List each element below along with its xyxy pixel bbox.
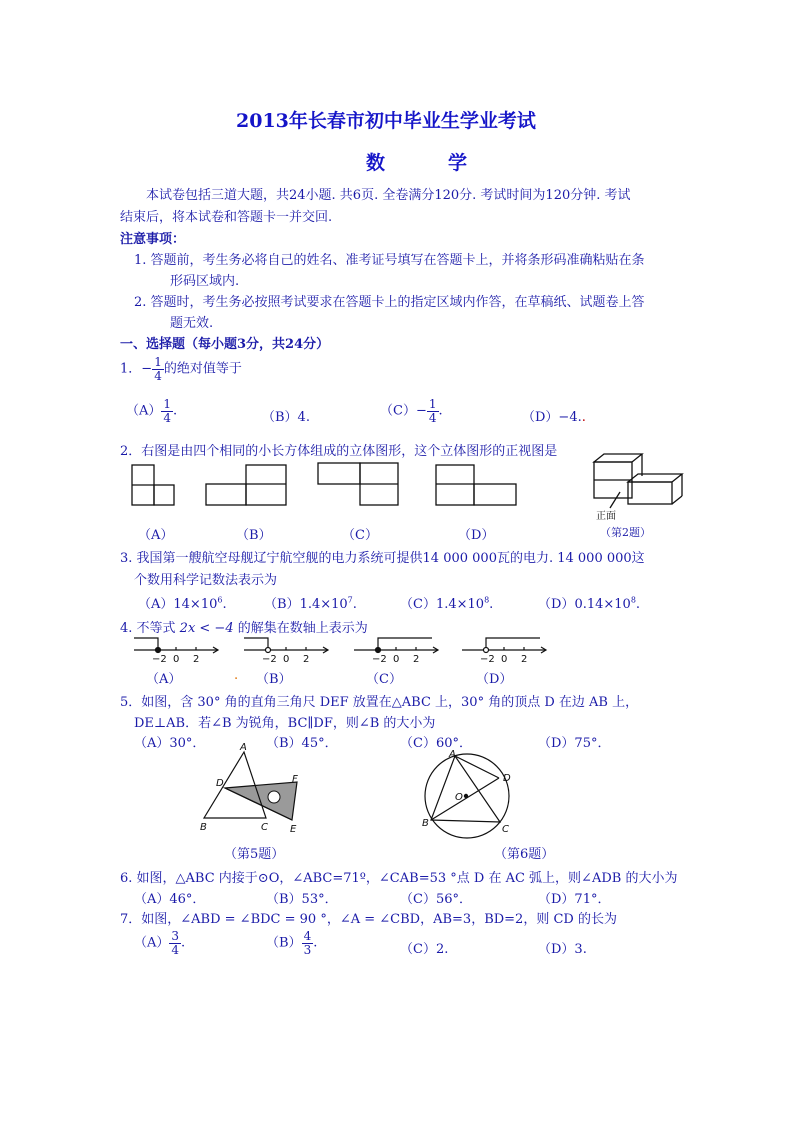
svg-text:2: 2 — [193, 654, 200, 665]
q6-stem: 6. 如图，△ABC 内接于⊙O，∠ABC=71º，∠CAB=53 °点 D 在 AC 弧上，则∠ADB 的大小为 — [120, 871, 678, 886]
q2-front-label: 正面 — [596, 511, 616, 522]
svg-text:C: C — [261, 822, 268, 833]
subject-title: 数 学 — [366, 152, 490, 174]
note-1-line-2: 形码区域内. — [170, 274, 240, 289]
q1-stem: 1．− $\frac{1}{4}$ 的绝对值等于 — [120, 355, 242, 383]
note-2-line-1: 2. 答题时，考生务必按照考试要求在答题卡上的指定区域内作答，在草稿纸、试题卷上答 — [134, 295, 645, 310]
q3-line-1: 3. 我国第一艘航空母舰辽宁航空舰的电力系统可提供14 000 000瓦的电力. 14 000 000这 — [120, 551, 645, 566]
svg-text:B: B — [422, 818, 429, 829]
svg-text:−2: −2 — [152, 654, 167, 665]
q4-option-b-label: （B） — [256, 672, 292, 687]
q2-view-a — [132, 465, 174, 505]
section-1-heading: 一、选择题（每小题3分，共24分） — [120, 337, 330, 352]
q2-caption: （第2题） — [600, 526, 651, 539]
notes-heading: 注意事项： — [120, 232, 186, 247]
q1-option-b: （B）4. — [262, 410, 310, 425]
svg-text:−2: −2 — [372, 654, 387, 665]
q6-caption: （第6题） — [494, 847, 555, 862]
q7-option-d: （D）3. — [538, 942, 587, 957]
svg-text:0: 0 — [501, 654, 508, 665]
q2-view-b — [206, 465, 286, 505]
intro-line-2: 结束后，将本试卷和答题卡一并交回. — [120, 210, 333, 225]
svg-text:E: E — [290, 824, 297, 835]
svg-text:−2: −2 — [262, 654, 277, 665]
q5-line-1: 5．如图，含 30° 角的直角三角尺 DEF 放置在△ABC 上，30° 角的顶点 D 在边 AB 上， — [120, 695, 639, 710]
q1-option-c: （C）− $\frac{1}{4}$ . — [380, 397, 443, 425]
q7-option-b: （B） $\frac{4}{3}$ . — [266, 929, 318, 957]
q4-option-a-label: （A） — [146, 672, 182, 687]
q5-caption: （第5题） — [224, 847, 285, 862]
q2-view-d — [436, 465, 516, 505]
q3-line-2: 个数用科学记数法表示为 — [134, 573, 278, 588]
q4-line-d — [462, 638, 546, 653]
q7-option-c: （C）2. — [400, 942, 449, 957]
q4-line-b — [244, 638, 328, 653]
q2-view-c — [318, 463, 398, 505]
svg-text:D: D — [216, 778, 224, 789]
q5-line-2: DE⊥AB．若∠B 为锐角，BC∥DF，则∠B 的大小为 — [134, 716, 436, 731]
q1-option-a: （A） $\frac{1}{4}$ . — [126, 397, 178, 425]
svg-text:A: A — [449, 749, 456, 760]
svg-text:O: O — [455, 792, 463, 803]
q2-solid-figure — [594, 454, 682, 508]
q6-option-d: （D）71°． — [538, 892, 611, 907]
q4-stem: 4. 不等式 2x < −4 的解集在数轴上表示为 — [120, 621, 368, 636]
q3-option-b: $(B)1.4\times 10^7$. — [264, 595, 357, 612]
svg-text:D: D — [503, 773, 511, 784]
svg-text:B: B — [200, 822, 207, 833]
q4-line-c — [354, 638, 438, 653]
q7-stem: 7．如图，∠ABD = ∠BDC = 90 °，∠A = ∠CBD，AB=3，BD=2，则 CD 的长为 — [120, 912, 617, 927]
svg-text:2: 2 — [413, 654, 420, 665]
svg-text:2: 2 — [521, 654, 528, 665]
q1-stem-fraction: $\frac{1}{4}$ — [154, 355, 162, 383]
q1-option-d: （D）−4.. — [522, 410, 586, 425]
q2-option-d-label: （D） — [458, 528, 495, 543]
q2-option-a-label: （A） — [138, 528, 174, 543]
q5-option-d: （D）75°． — [538, 736, 611, 751]
note-1-line-1: 1. 答题前，考生务必将自己的姓名、准考证号填写在答题卡上，并将条形码准确粘贴在条 — [134, 253, 645, 268]
note-2-line-2: 题无效. — [170, 316, 214, 331]
q6-option-b: （B）53°． — [266, 892, 338, 907]
q5-option-c: （C）60°． — [400, 736, 472, 751]
svg-text:2: 2 — [303, 654, 310, 665]
q2-option-b-label: （B） — [236, 528, 272, 543]
q3-option-a: $(A)14\times 10^6$. — [138, 595, 227, 612]
svg-text:C: C — [502, 824, 509, 835]
q3-option-c: $(C)1.4\times 10^8$. — [400, 595, 494, 612]
q6-option-c: （C）56°． — [400, 892, 472, 907]
q7-option-a: （A） $\frac{3}{4}$ . — [134, 929, 186, 957]
q4-tick-labels — [152, 654, 527, 665]
svg-text:−2: −2 — [480, 654, 495, 665]
svg-text:A: A — [240, 742, 247, 753]
svg-text:0: 0 — [283, 654, 290, 665]
q2-option-c-label: （C） — [342, 528, 378, 543]
q4-number-lines — [134, 638, 546, 653]
q5-option-a: （A）30°． — [134, 736, 206, 751]
q2-stem: 2．右图是由四个相同的小长方体组成的立体图形，这个立体图形的正视图是 — [120, 444, 558, 459]
q6-option-a: （A）46°． — [134, 892, 206, 907]
q4-option-d-label: （D） — [476, 672, 513, 687]
q6-figure — [425, 754, 509, 838]
q4-option-c-label: （C） — [366, 672, 402, 687]
svg-text:F: F — [292, 774, 298, 785]
q5-option-b: （B）45°． — [266, 736, 338, 751]
svg-text:0: 0 — [393, 654, 400, 665]
q4-line-a — [134, 638, 218, 653]
svg-text:0: 0 — [173, 654, 180, 665]
q4-orange-mark: . — [234, 668, 239, 683]
q3-option-d: $(D)0.14\times 10^8$. — [538, 595, 641, 612]
intro-line-1: 本试卷包括三道大题，共24小题. 共6页. 全卷满分120分. 考试时间为120分钟. 考试 — [146, 188, 631, 203]
exam-title: 2013年长春市初中毕业生学业考试 — [236, 110, 536, 132]
